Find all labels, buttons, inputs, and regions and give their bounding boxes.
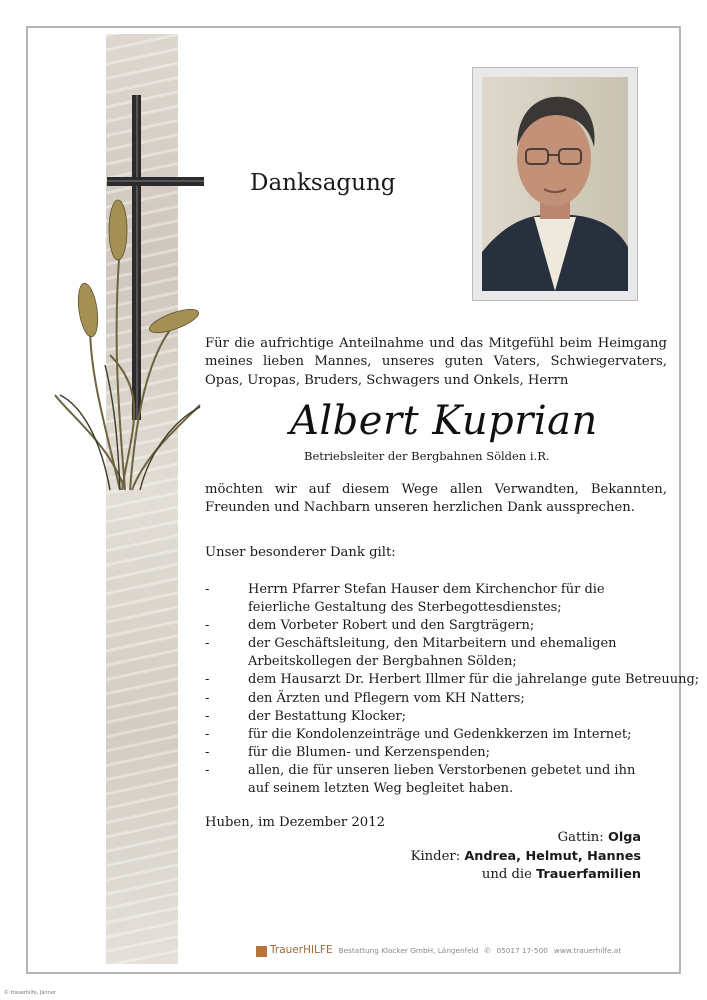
spouse-name: Olga [607,830,641,845]
list-item [205,671,699,689]
list-item [205,617,699,635]
footer-phone: 05017 17-500 [496,945,548,955]
list-line: der Geschäftsleitung, den Mitarbeitern und ehemaligen [248,636,617,652]
signature-family [411,866,641,885]
children-names: Andrea, Helmut, Hannes [464,848,641,864]
list-line: für die Kondolenzeinträge und Gedenkkerzen im Internet; [248,726,632,742]
list-item [205,635,699,671]
list-line: für die Blumen- und Kerzenspenden; [248,744,491,760]
children-label: Kinder: [410,848,461,864]
portrait-photo [482,77,628,291]
brand-logo-icon [256,946,267,957]
list-dash: - [205,636,210,652]
list-dash: - [205,726,210,742]
list-item [205,762,699,798]
signature-children [411,848,641,867]
portrait-frame [472,67,638,301]
signature-block [411,829,641,885]
list-item [205,690,699,708]
list-item [205,581,699,617]
list-line: dem Vorbeter Robert und den Sargträgern; [248,618,535,634]
list-item [205,708,699,726]
list-dash: - [205,690,210,706]
footer-web[interactable]: www.trauerhilfe.at [553,945,622,955]
list-line: dem Hausarzt Dr. Herbert Illmer für die jahrelange gute Betreuung; [248,672,700,688]
list-dash: - [205,618,210,634]
family-prefix: und die [481,867,532,882]
brand-name-b: HILFE [303,944,333,956]
list-item [205,726,699,744]
brand-logo [256,944,333,957]
phone-icon: ✆ [484,945,491,955]
list-dash: - [205,672,210,688]
page-title: Danksagung [250,170,396,196]
cross-and-wheat-icon [50,95,210,515]
thanks-list [205,581,699,798]
list-line: allen, die für unseren lieben Verstorbenen gebetet und ihn [248,762,636,778]
list-dash: - [205,708,210,724]
list-line: auf seinem letzten Weg begleitet haben. [248,781,514,797]
footer-company: Bestattung Klocker GmbH, Längenfeld [338,945,479,955]
footer [256,944,621,957]
deceased-subtitle: Betriebsleiter der Bergbahnen Sölden i.R. [304,449,550,463]
thanks-text: möchten wir auf diesem Wege allen Verwandten, Bekannten, Freunden und Nachbarn unseren herzlichen Dank aussprechen. [205,482,667,516]
list-line: Herrn Pfarrer Stefan Hauser dem Kirchenchor für die [248,582,605,597]
family-name: Trauerfamilien [536,867,641,882]
list-line: Arbeitskollegen der Bergbahnen Sölden; [248,654,517,670]
list-line: der Bestattung Klocker; [248,708,407,724]
list-line: den Ärzten und Pflegern vom KH Natters; [248,690,525,706]
special-thanks-heading: Unser besonderer Dank gilt: [205,545,396,560]
date-place: Huben, im Dezember 2012 [205,815,385,830]
list-dash: - [205,582,210,597]
signature-spouse [411,829,641,848]
spouse-label: Gattin: [557,830,604,845]
intro-text: Für die aufrichtige Anteilnahme und das Mitgefühl beim Heimgang meines lieben Mannes, unseres guten Vaters, Schwiegervaters, Opas, Uropas, Bruders, Schwagers und Onkels, Herrn [205,336,667,388]
list-dash: - [205,744,210,760]
list-line: feierliche Gestaltung des Sterbegottesdienstes; [248,600,562,616]
deceased-name: Albert Kuprian [290,398,598,444]
brand-name-a: Trauer [270,944,304,956]
copyright: © trauerhilfe, Jänner [4,990,56,996]
list-item [205,744,699,762]
list-dash: - [205,762,210,778]
